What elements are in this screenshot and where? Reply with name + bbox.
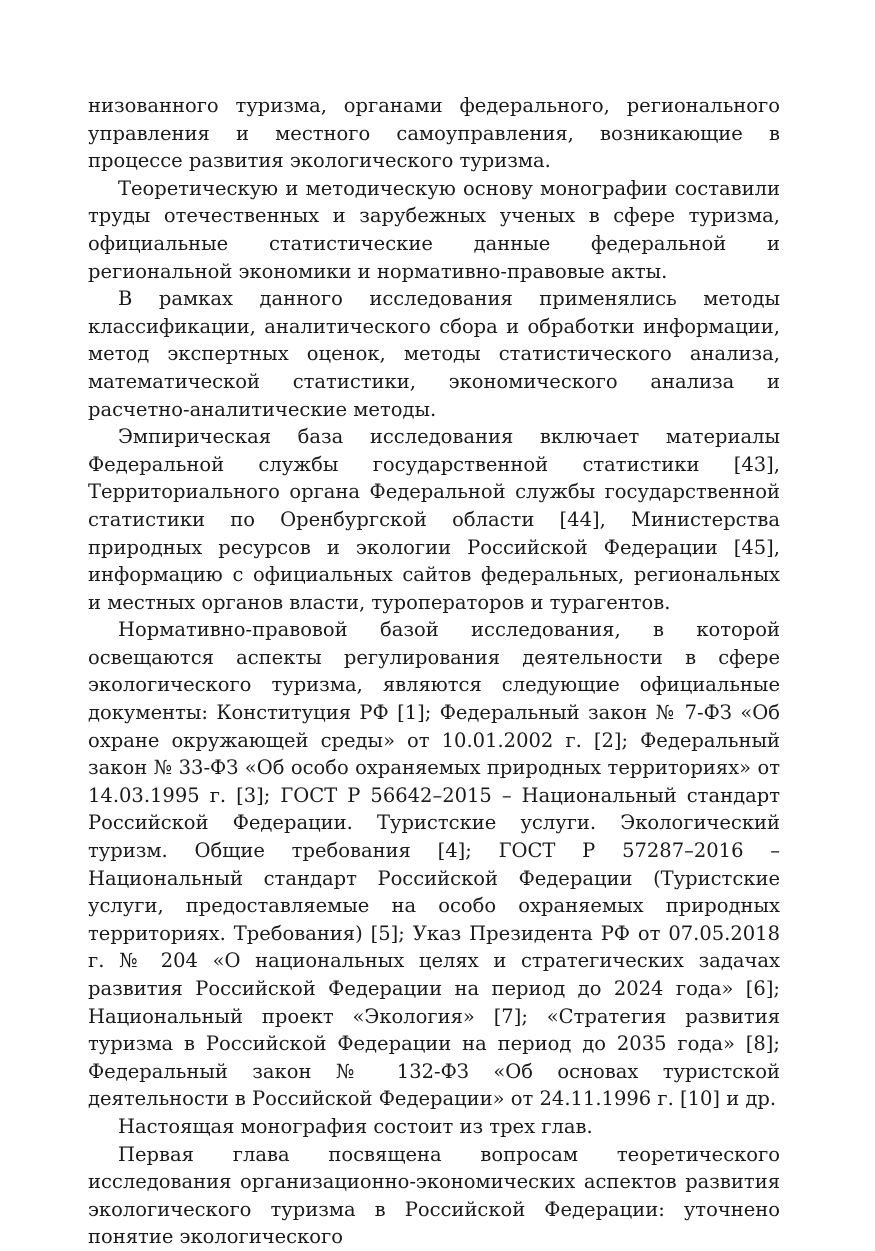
paragraph-structure: Настоящая монография состоит из трех глав. [118,1114,593,1138]
paragraph-legal-base: Нормативно-правовой базой исследования, в которой освещаются аспекты регулирования деятельности в сфере экологического туризма, являются следующие официальные документы: Конституция РФ [1]; Федеральный закон № 7-ФЗ «Об охране окружающей среды» от 10.01.2002 г. [2]; Федеральный закон № 33-ФЗ «Об особо охраняемых природных территориях» от 14.03.1995 г. [3]; ГОСТ Р 56642–2015 – Национальный стандарт Российской Федерации. Туристские услуги. Экологический туризм. Общие требования [4]; ГОСТ Р 57287–2016 – Национальный стандарт Российской Федерации (Туристские услуги, предоставляемые на особо охраняемых природных территориях. Требования) [5]; Указ Президента РФ от 07.05.2018 г. № 204 «О национальных целях и стратегических задачах развития Российской Федерации на период до 2024 года» [6]; Национальный проект «Экология» [7]; «Стратегия развития туризма в Российской Федерации на период до 2035 года» [8]; Федеральный закон № 132-ФЗ «Об основах туристской деятельности в Российской Федерации» от 24.11.1996 г. [10] и др. [88,618,780,1111]
document-page [88,92,780,1251]
paragraph-first-chapter: Первая глава посвящена вопросам теоретического исследования организационно-экономических аспектов развития экологического туризма в Российской Федерации: уточнено понятие экологического [88,1142,780,1249]
paragraph-continuation: низованного туризма, органами федерального, регионального управления и местного самоуправления, возникающие в процессе развития экологического туризма. [88,94,780,173]
paragraph-empirical-base: Эмпирическая база исследования включает материалы Федеральной службы государственной статистики [43], Территориального органа Федеральной службы государственной статистики по Оренбургской области [44], Министерства природных ресурсов и экологии Российской Федерации [45], информацию с официальных сайтов федеральных, региональных и местных органов власти, туроператоров и турагентов. [88,425,780,614]
paragraph-methods: В рамках данного исследования применялись методы классификации, аналитического сбора и обработки информации, метод экспертных оценок, методы статистического анализа, математической статистики, экономического анализа и расчетно-аналитические методы. [88,287,780,421]
paragraph-theoretical-basis: Теоретическую и методическую основу монографии составили труды отечественных и зарубежных ученых в сфере туризма, официальные статистические данные федеральной и региональной экономики и нормативно-правовые акты. [88,176,780,283]
